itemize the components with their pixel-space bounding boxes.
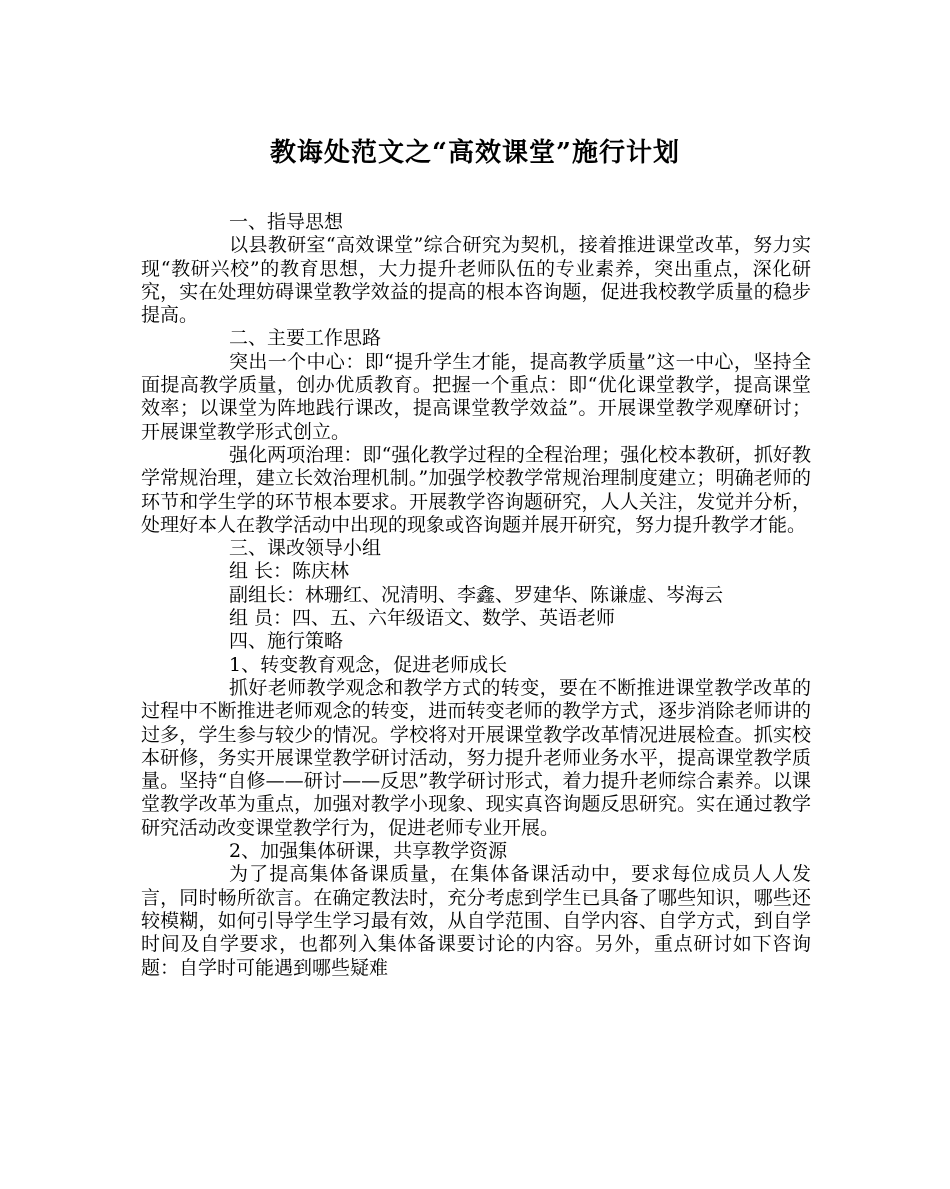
paragraph-two-management: 强化两项治理：即“强化教学过程的全程治理；强化校本教研，抓好教学常规治理，建立长效治理机制。”加强学校教学常规治理制度建立；明确老师的环节和学生学的环节根本要求。开展教学咨询题研究，人人关注，发觉并分析，处理好本人在教学活动中出现的现象或咨询题并展开研究，努力提升教学才能。 [141, 443, 811, 536]
deputy-leader-line: 副组长：林珊红、况清明、李鑫、罗建华、陈谦虚、岑海云 [229, 583, 724, 606]
section-heading-strategy: 四、施行策略 [229, 630, 344, 653]
document-body [141, 211, 811, 980]
group-leader-line: 组 长：陈庆林 [229, 560, 350, 583]
paragraph-change-concepts: 抓好老师教学观念和教学方式的转变，要在不断推进课堂教学改革的过程中不断推进老师观念的转变，进而转变老师的教学方式，逐步消除老师讲的过多，学生参与较少的情况。学校将对开展课堂教学改革情况进展检查。抓实校本研修，务实开展课堂教学研讨活动，努力提升老师业务水平，提高课堂教学质量。坚持“自修——研讨——反思”教学研讨形式，着力提升老师综合素养。以课堂教学改革为重点，加强对教学小现象、现实真咨询题反思研究。实在通过教学研究活动改变课堂教学行为，促进老师专业开展。 [141, 676, 811, 839]
subheading-change-concepts: 1、转变教育观念，促进老师成长 [229, 653, 508, 676]
paragraph-collective-lesson-study: 为了提高集体备课质量，在集体备课活动中，要求每位成员人人发言，同时畅所欲言。在确定教法时，充分考虑到学生已具备了哪些知识，哪些还较模糊，如何引导学生学习最有效，从自学范围、自学内容、自学方式，到自学时间及自学要求，也都列入集体备课要讨论的内容。另外，重点研讨如下咨询题：自学时可能遇到哪些疑难 [141, 863, 811, 979]
subheading-collective-lesson-study: 2、加强集体研课，共享教学资源 [229, 840, 508, 863]
section-heading-guiding-ideology: 一、指导思想 [229, 211, 344, 233]
paragraph-one-center: 突出一个中心：即“提升学生才能，提高教学质量”这一中心，坚持全面提高教学质量，创办优质教育。把握一个重点：即“优化课堂教学，提高课堂效率；以课堂为阵地践行课改，提高课堂教学效益”。开展课堂教学观摩研讨；开展课堂教学形式创立。 [141, 350, 811, 443]
document-title: 教诲处范文之“高效课堂”施行计划 [270, 138, 680, 168]
group-members-line: 组 员：四、五、六年级语文、数学、英语老师 [229, 607, 616, 630]
paragraph-guiding-ideology: 以县教研室“高效课堂”综合研究为契机，接着推进课堂改革，努力实现“教研兴校”的教育思想，大力提升老师队伍的专业素养，突出重点，深化研究，实在处理妨碍课堂教学效益的提高的根本咨询题，促进我校教学质量的稳步提高。 [141, 234, 811, 327]
section-heading-work-ideas: 二、主要工作思路 [229, 327, 382, 350]
section-heading-leadership-group: 三、课改领导小组 [229, 537, 382, 560]
